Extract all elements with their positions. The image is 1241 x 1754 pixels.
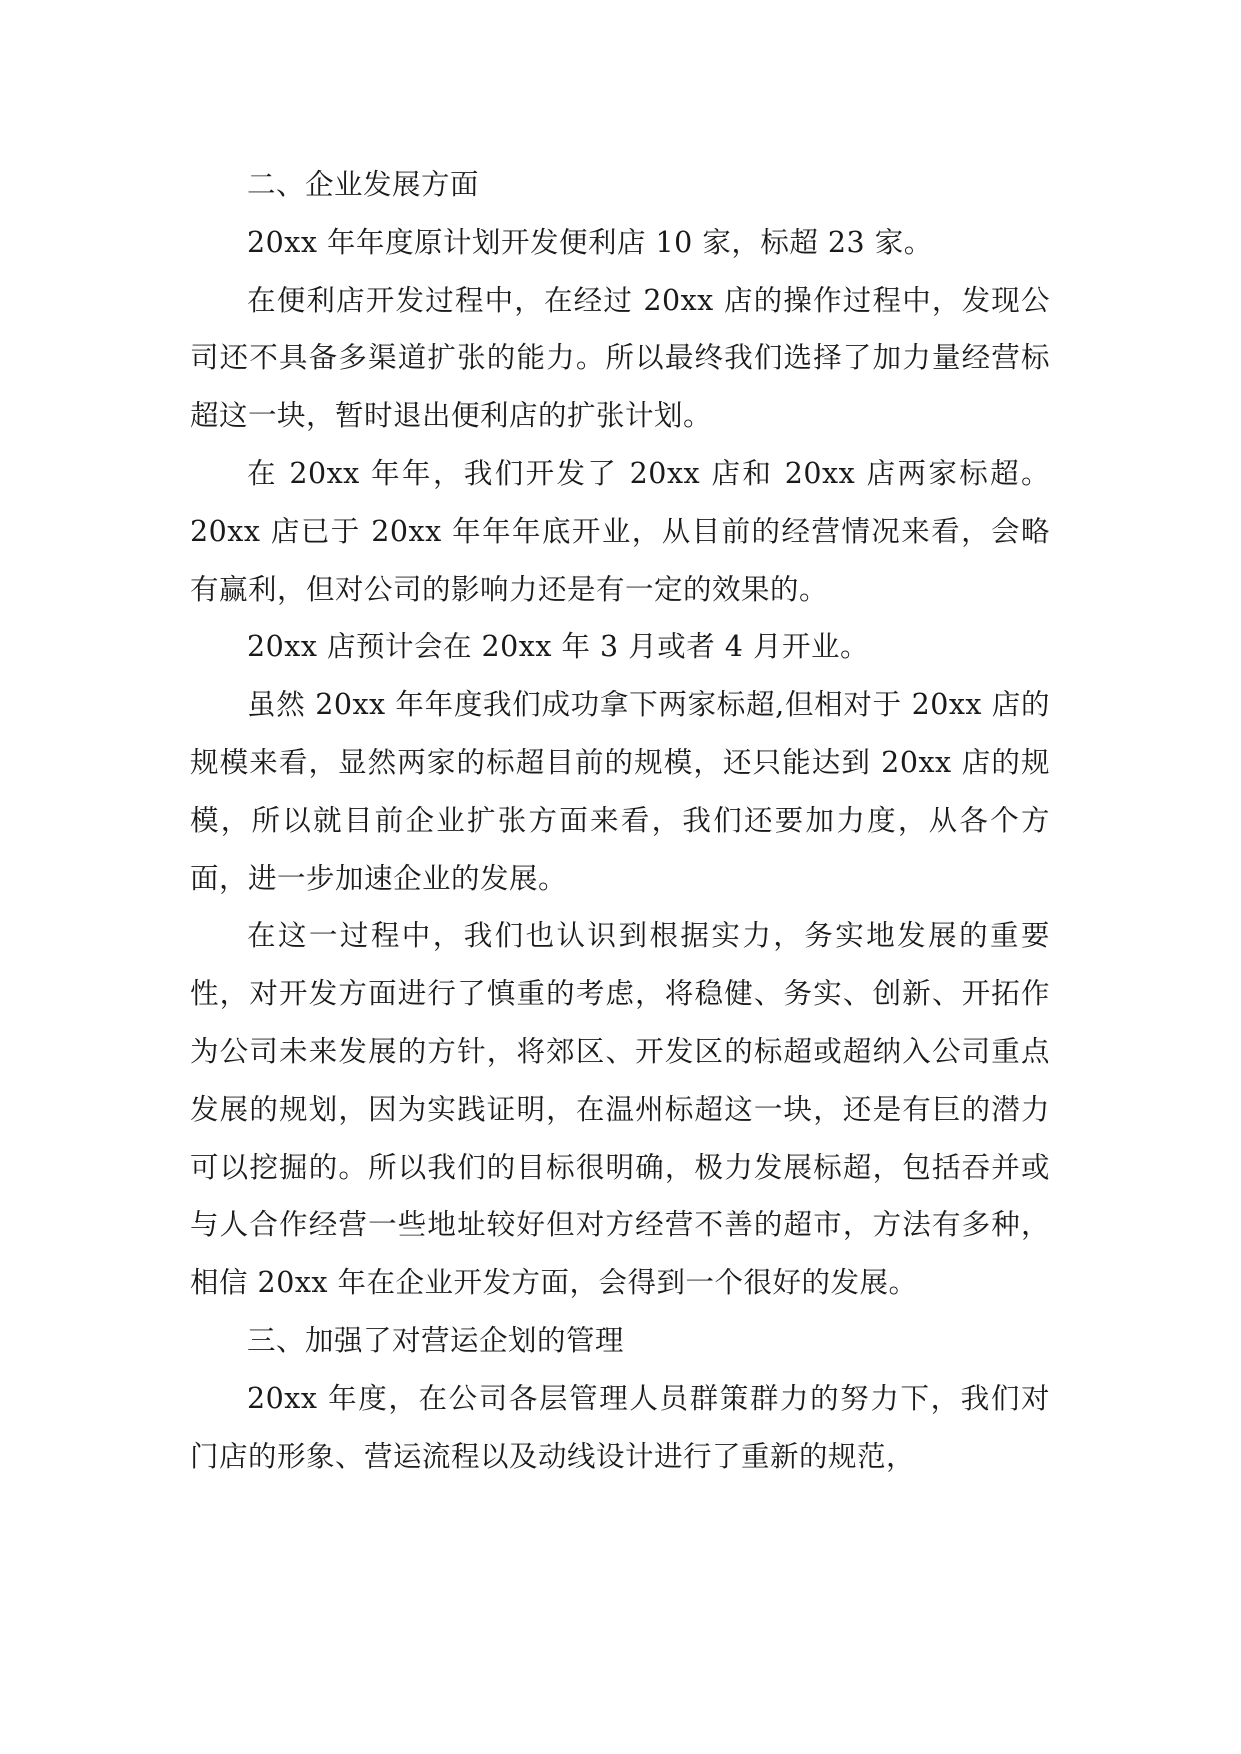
section-heading-enterprise-development: 二、企业发展方面 [247, 168, 480, 201]
paragraph: 20xx 店预计会在 20xx 年 3 月或者 4 月开业。 [247, 630, 870, 664]
paragraph: 20xx 年年度原计划开发便利店 10 家，标超 23 家。 [247, 225, 933, 259]
paragraph: 在便利店开发过程中，在经过 20xx 店的操作过程中，发现公司还不具备多渠道扩张的能力。所以最终我们选择了加力量经营标超这一块，暂时退出便利店的扩张计划。 [190, 283, 1050, 433]
paragraph: 在 20xx 年年，我们开发了 20xx 店和 20xx 店两家标超。20xx 店已于 20xx 年年年底开业，从目前的经营情况来看，会略有赢利，但对公司的影响力还是有一定的效果的。 [190, 456, 1050, 606]
section-heading-operations-management: 三、加强了对营运企划的管理 [247, 1323, 625, 1357]
paragraph: 在这一过程中，我们也认识到根据实力，务实地发展的重要性，对开发方面进行了慎重的考虑，将稳健、务实、创新、开拓作为公司未来发展的方针，将郊区、开发区的标超或超纳入公司重点发展的规划，因为实践证明，在温州标超这一块，还是有巨的潜力可以挖掘的。所以我们的目标很明确，极力发展标超，包括吞并或与人合作经营一些地址较好但对方经营不善的超市，方法有多种，相信 20xx 年在企业开发方面，会得到一个很好的发展。 [190, 919, 1050, 1300]
paragraph: 20xx 年度，在公司各层管理人员群策群力的努力下，我们对门店的形象、营运流程以及动线设计进行了重新的规范， [190, 1381, 1050, 1473]
document-body [190, 156, 1050, 1485]
paragraph: 虽然 20xx 年年度我们成功拿下两家标超,但相对于 20xx 店的规模来看，显然两家的标超目前的规模，还只能达到 20xx 店的规模，所以就目前企业扩张方面来看，我们还要加力度，从各个方面，进一步加速企业的发展。 [190, 688, 1050, 895]
